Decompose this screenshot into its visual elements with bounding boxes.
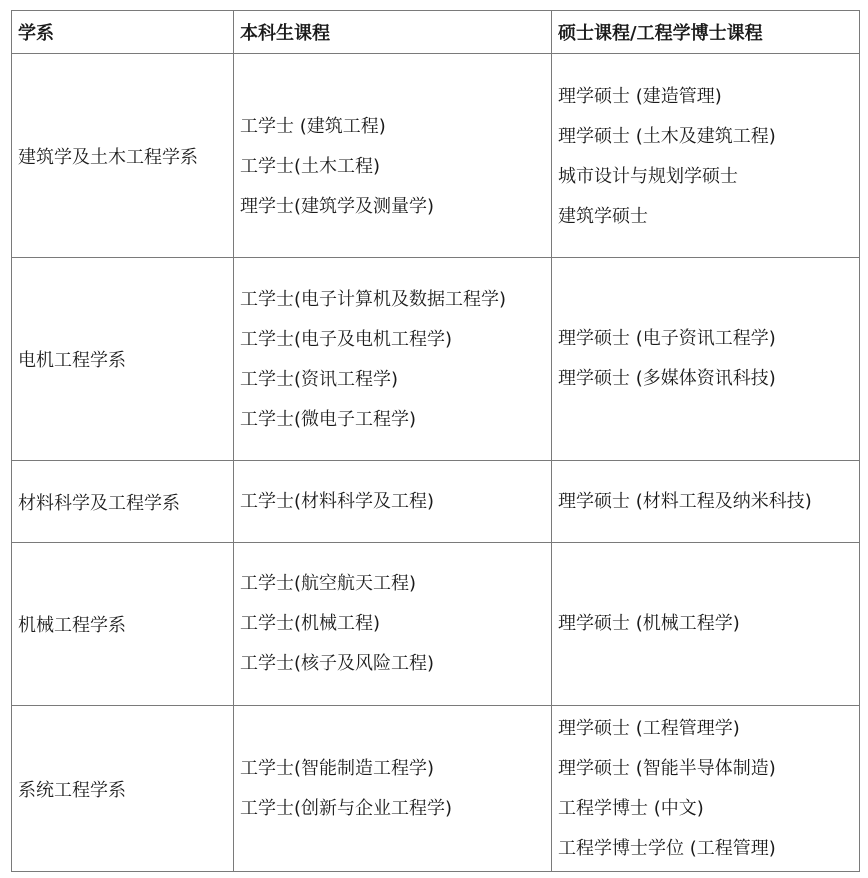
programme-item: 理学士(建筑学及测量学)	[240, 195, 435, 217]
programme-item: 理学硕士 (工程管理学)	[558, 717, 740, 739]
programme-item: 工学士(电子及电机工程学)	[240, 329, 453, 350]
department-name: 电机工程学系	[18, 350, 126, 371]
undergrad-cell	[234, 461, 552, 543]
table-row	[12, 54, 860, 258]
department-cell	[12, 706, 234, 872]
programme-item: 工学士(电子计算机及数据工程学)	[240, 289, 507, 310]
postgrad-cell	[552, 461, 860, 543]
table-row	[12, 461, 860, 543]
programme-item: 工学士(航空航天工程)	[240, 573, 417, 594]
programme-item: 工学士 (建筑工程)	[240, 115, 386, 137]
header-row	[12, 11, 860, 54]
header-postgraduate: 硕士课程/工程学博士课程	[552, 11, 860, 54]
programme-item: 建筑学硕士	[558, 205, 648, 227]
programme-item: 工学士(微电子工程学)	[240, 409, 417, 430]
header-undergraduate: 本科生课程	[234, 11, 552, 54]
programme-item: 工程学博士 (中文)	[558, 797, 704, 819]
postgrad-cell	[552, 258, 860, 461]
programme-item: 理学硕士 (机械工程学)	[558, 613, 740, 634]
table-row	[12, 258, 860, 461]
department-name: 系统工程学系	[18, 779, 126, 801]
programme-item: 工学士(机械工程)	[240, 613, 381, 634]
programme-item: 工学士(土木工程)	[240, 155, 381, 177]
department-name: 材料科学及工程学系	[18, 492, 180, 514]
department-name: 建筑学及土木工程学系	[18, 146, 198, 168]
undergrad-cell	[234, 258, 552, 461]
programme-item: 理学硕士 (材料工程及纳米科技)	[558, 490, 812, 512]
table-row	[12, 706, 860, 872]
programme-item: 工学士(创新与企业工程学)	[240, 797, 453, 819]
programme-item: 工学士(材料科学及工程)	[240, 490, 435, 512]
table-row	[12, 543, 860, 706]
programme-item: 工程学博士学位 (工程管理)	[558, 837, 776, 859]
programme-item: 理学硕士 (智能半导体制造)	[558, 757, 776, 779]
postgrad-cell	[552, 54, 860, 258]
undergrad-cell	[234, 543, 552, 706]
header-department: 学系	[12, 11, 234, 54]
programme-item: 理学硕士 (土木及建筑工程)	[558, 125, 776, 147]
postgrad-cell	[552, 706, 860, 872]
programme-item: 理学硕士 (多媒体资讯科技)	[558, 368, 776, 389]
programme-item: 工学士(智能制造工程学)	[240, 757, 435, 779]
programme-table	[11, 10, 860, 872]
department-cell	[12, 54, 234, 258]
postgrad-cell	[552, 543, 860, 706]
undergrad-cell	[234, 706, 552, 872]
programme-item: 工学士(核子及风险工程)	[240, 653, 435, 674]
department-cell	[12, 543, 234, 706]
undergrad-cell	[234, 54, 552, 258]
department-cell	[12, 461, 234, 543]
programme-item: 城市设计与规划学硕士	[558, 165, 738, 187]
department-cell	[12, 258, 234, 461]
programme-item: 工学士(资讯工程学)	[240, 369, 399, 390]
programme-item: 理学硕士 (建造管理)	[558, 85, 722, 107]
department-name: 机械工程学系	[18, 615, 126, 636]
programme-item: 理学硕士 (电子资讯工程学)	[558, 328, 776, 349]
